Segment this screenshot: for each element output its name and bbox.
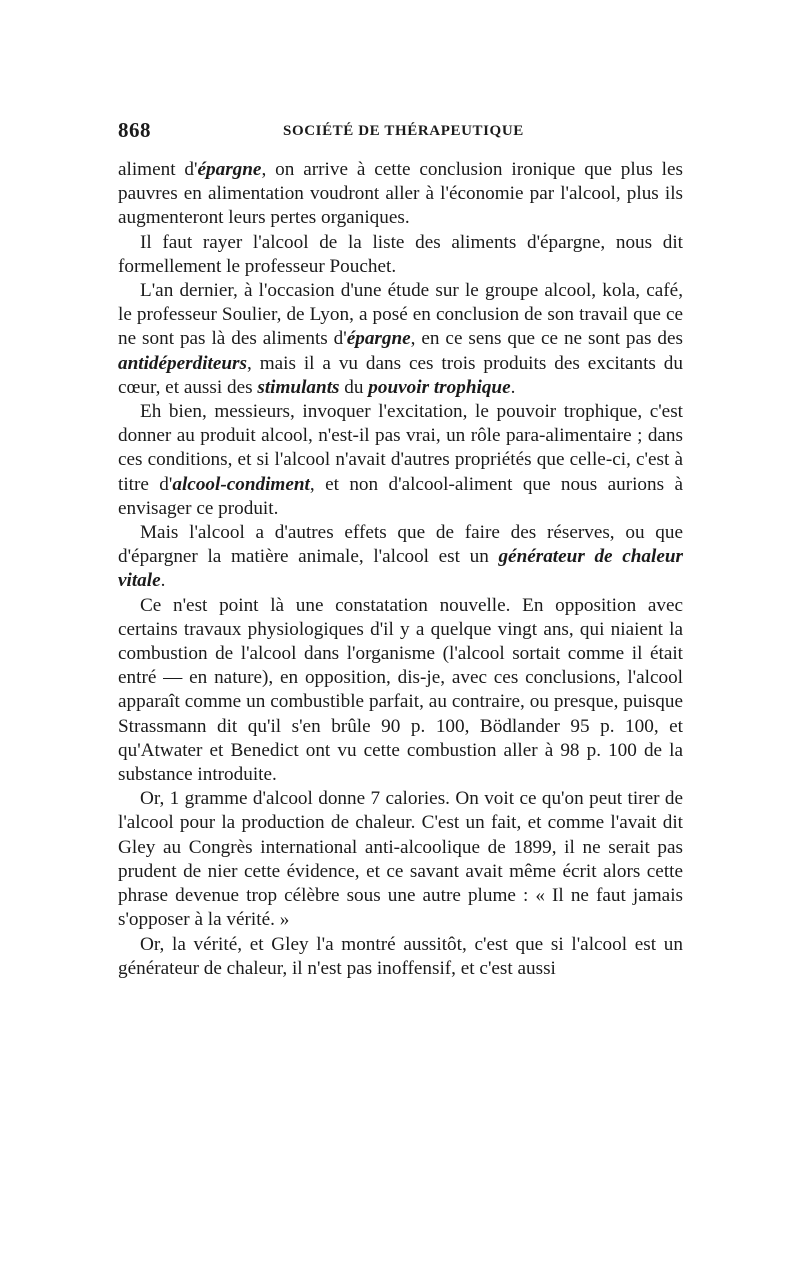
paragraph bbox=[118, 787, 683, 932]
text-run: L'an dernier, à l'occasion d'une étude sur le groupe alcool, kola, café, le professeur Soulier, de Lyon, a posé en conclusion de son travail que ce ne sont pas là des aliments d' bbox=[118, 280, 683, 350]
text-run: Mais l'alcool a d'autres effets que de faire des réserves, ou que d'épargner la matière animale, l'alcool est un bbox=[118, 522, 683, 568]
paragraph bbox=[118, 400, 683, 521]
text-run: Il faut rayer l'alcool de la liste des aliments d'épargne, nous dit formellement le professeur Pouchet. bbox=[118, 231, 683, 277]
paragraph bbox=[118, 231, 683, 279]
text-run: . bbox=[510, 376, 516, 398]
page-header bbox=[118, 118, 683, 148]
book-page bbox=[118, 118, 684, 979]
text-run: , on arrive à cette conclusion ironique que plus les pauvres en alimentation voudront aller à l'économie par l'alcool, plus ils augmenteront leurs pertes organiques. bbox=[118, 159, 683, 229]
paragraph bbox=[118, 158, 683, 231]
text-run: Ce n'est point là une constatation nouvelle. En opposition avec certains travaux physiologiques d'il y a quelque vingt ans, qui niaient la combustion de l'alcool dans l'organisme (l'alcool sortait comme il était entré — en nature), en opposition, dis-je, avec ces conclusions, l'alcool apparaît comme un combustible parfait, au contraire, ou presque, puisque Strassmann dit qu'il s'en brûle 90 p. 100, Bödlander 95 p. 100, et qu'Atwater et Benedict ont vu cette combustion aller à 98 p. 100 de la substance introduite. bbox=[118, 594, 683, 786]
paragraph bbox=[118, 594, 683, 788]
text-run: Or, 1 gramme d'alcool donne 7 calories. On voit ce qu'on peut tirer de l'alcool pour la production de chaleur. C'est un fait, et comme l'avait dit Gley au Congrès international anti-alcoolique de 1899, il ne serait pas prudent de nier cette évidence, et ce savant avait même écrit alors cette phrase devenue trop célèbre sous une autre plume : « Il ne faut jamais s'opposer à la vérité. » bbox=[118, 788, 683, 931]
page-number: 868 bbox=[118, 118, 151, 142]
italic-term: générateur de chaleur vitale bbox=[118, 546, 683, 592]
body-text bbox=[118, 158, 683, 981]
text-run: , et non d'alcool-aliment que nous aurions à envisager ce produit. bbox=[118, 473, 684, 519]
italic-term: alcool-condiment bbox=[172, 473, 310, 495]
text-run: aliment d' bbox=[118, 159, 198, 180]
text-run: , mais il a vu dans ces trois produits des excitants du cœur, et aussi des bbox=[118, 352, 683, 398]
italic-term: stimulants bbox=[257, 376, 340, 398]
text-run: , en ce sens que ce ne sont pas des bbox=[410, 328, 683, 350]
text-run: Or, la vérité, et Gley l'a montré aussitôt, c'est que si l'alcool est un générateur de chaleur, il n'est pas inoffensif, et c'est aussi bbox=[118, 933, 683, 979]
italic-term: antidéperditeurs bbox=[118, 352, 247, 374]
italic-term: épargne bbox=[346, 328, 411, 350]
text-run: Eh bien, messieurs, invoquer l'excitation, le pouvoir trophique, c'est donner au produit alcool, n'est-il pas vrai, un rôle para-alimentaire ; dans ces conditions, et si l'alcool n'avait d'autres propriétés que celle-ci, c'est à titre d' bbox=[118, 401, 683, 495]
text-run: . bbox=[160, 570, 166, 592]
text-run: du bbox=[339, 376, 369, 398]
paragraph bbox=[118, 933, 683, 981]
paragraph bbox=[118, 521, 683, 594]
running-title: SOCIÉTÉ DE THÉRAPEUTIQUE bbox=[283, 123, 524, 139]
italic-term: épargne bbox=[197, 159, 262, 180]
italic-term: pouvoir trophique bbox=[368, 376, 511, 398]
paragraph bbox=[118, 279, 683, 400]
